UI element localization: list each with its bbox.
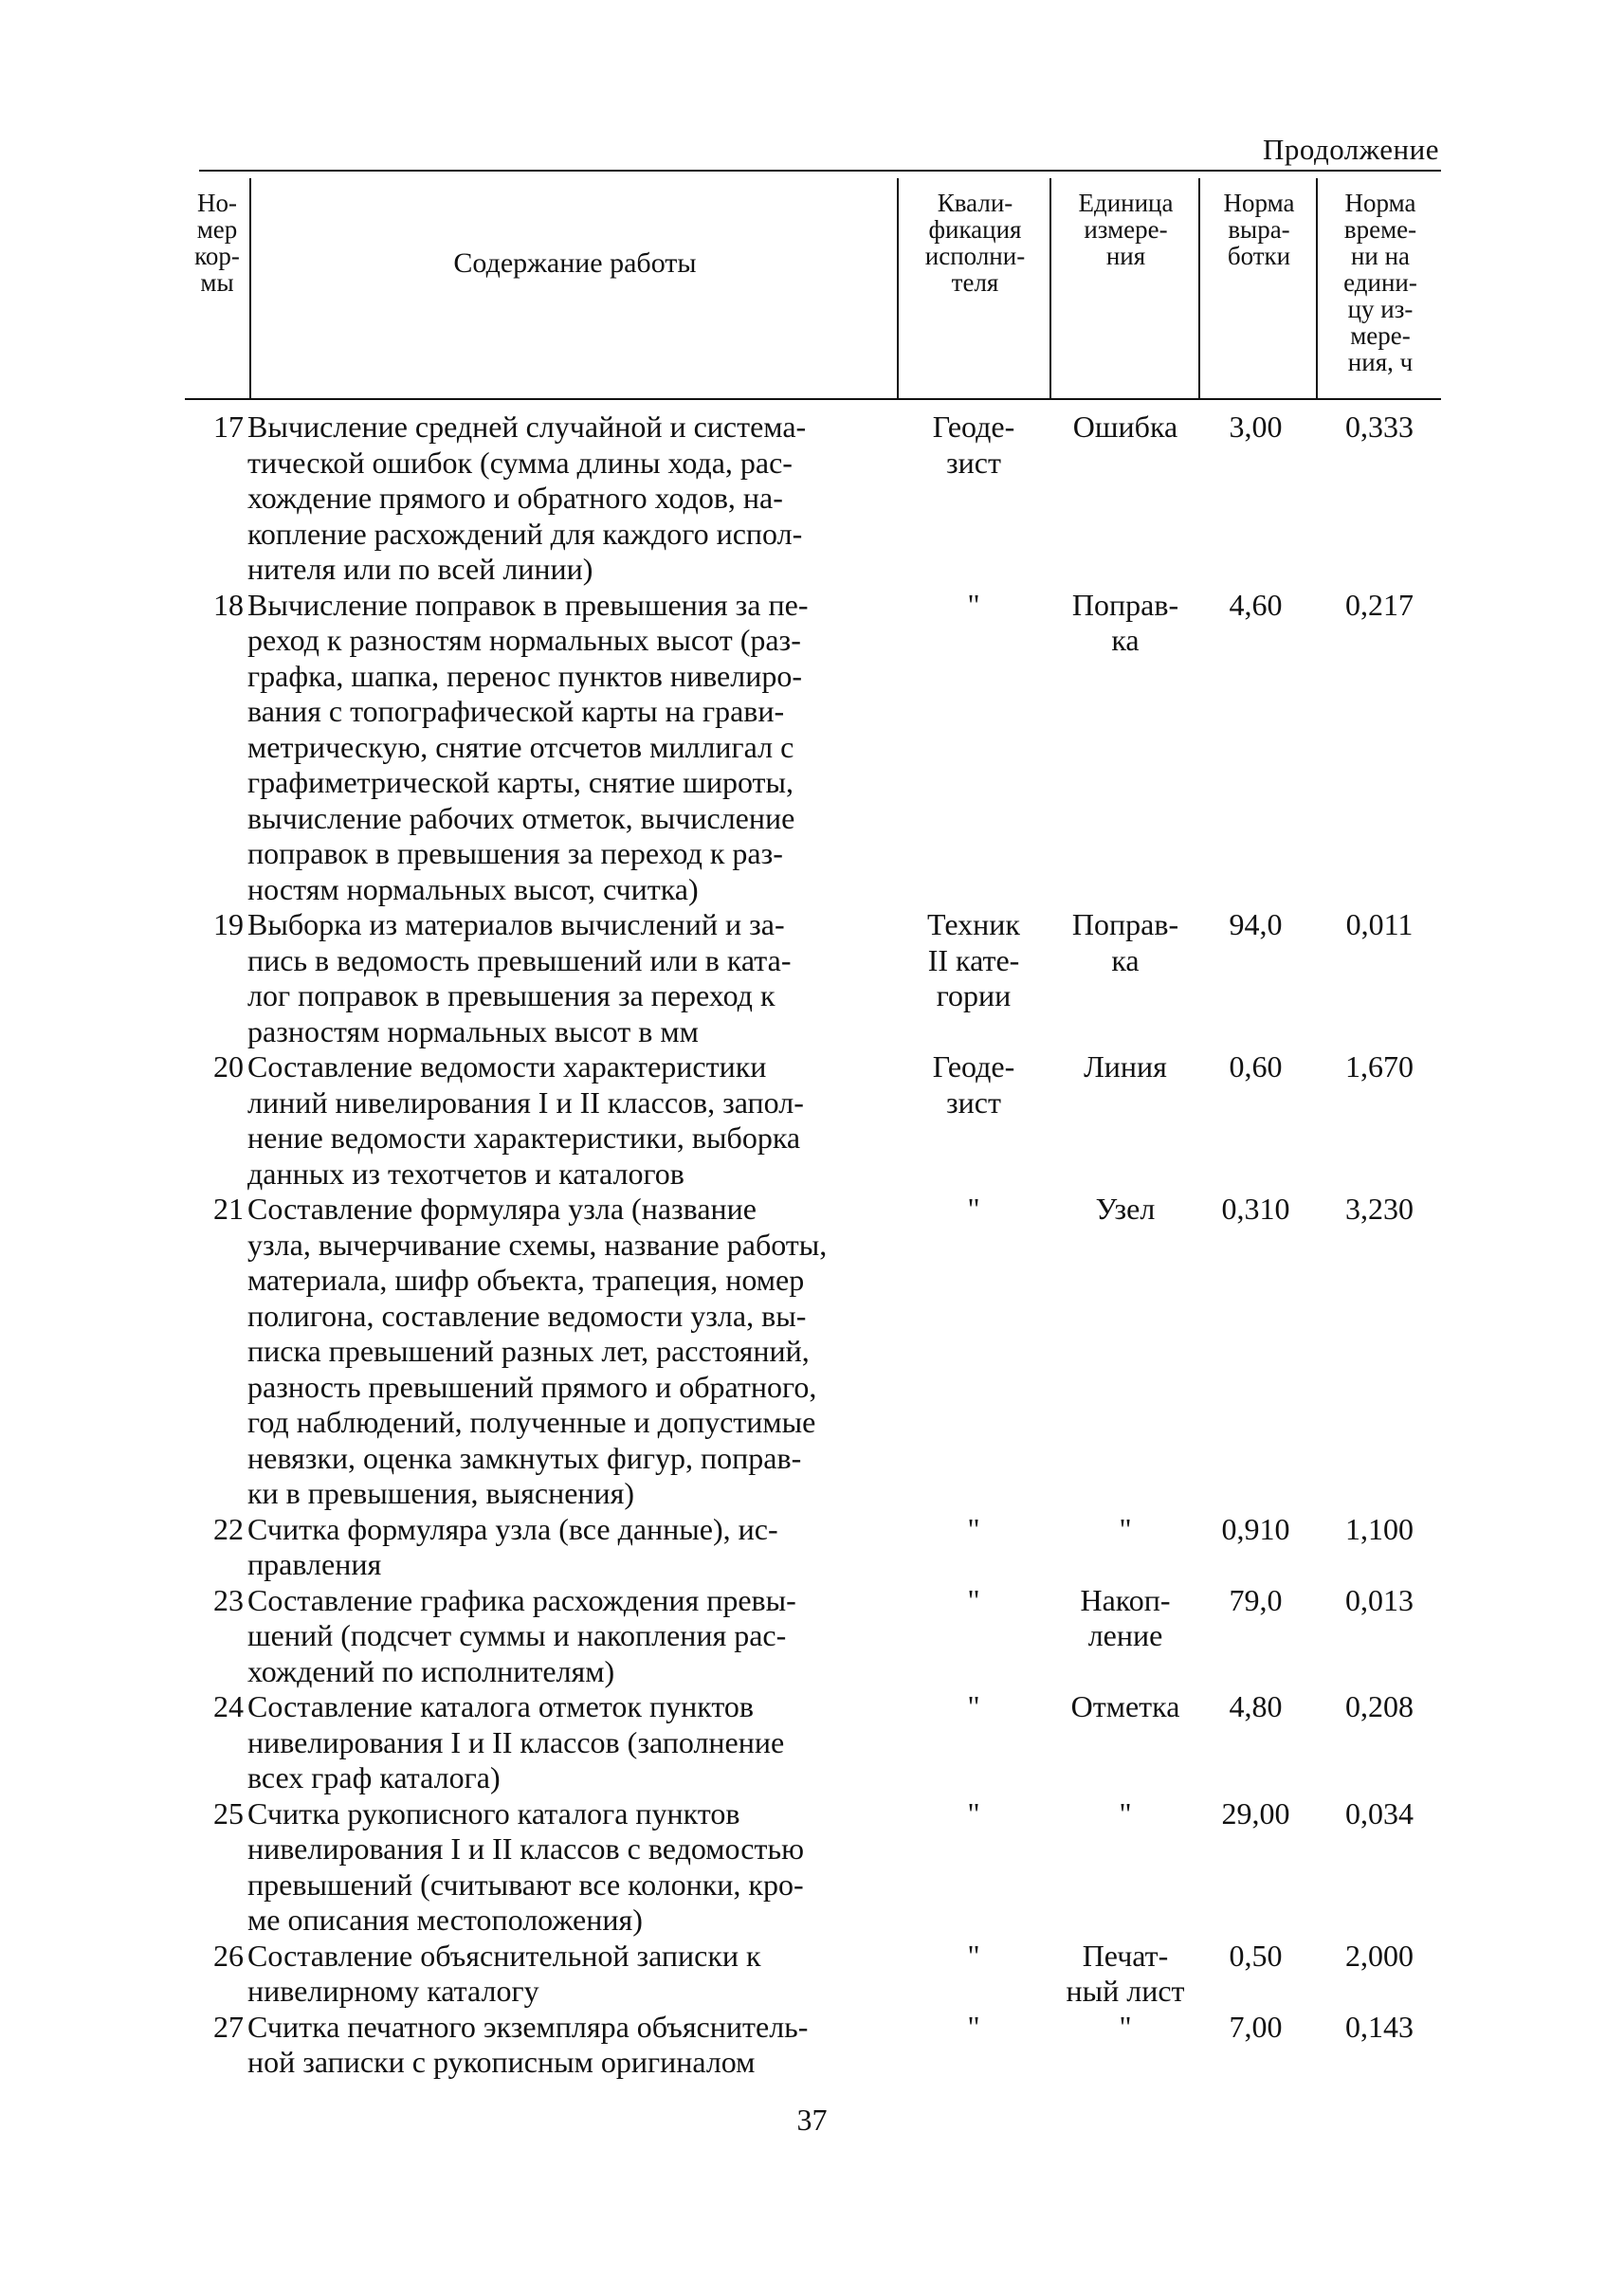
unit: Отметка (1070, 1689, 1180, 1723)
unit: Линия (1084, 1049, 1167, 1084)
table-row (185, 1796, 1441, 1939)
output-rate: 4,80 (1229, 1689, 1283, 1723)
header-number: Но- мер кор- мы (194, 189, 240, 297)
time-rate: 3,230 (1345, 1192, 1414, 1226)
table-row (185, 1512, 1441, 1583)
time-rate: 1,100 (1345, 1511, 1414, 1546)
norm-number: 26 (213, 1938, 244, 1973)
unit: " (1119, 2009, 1132, 2044)
qualification: " (967, 1795, 980, 1831)
work-content: Составление графика расхождения превы- шений (подсчет суммы и накопления рас- хождений по исполнителям) (247, 1582, 796, 1688)
unit: Поправ- ка (1071, 587, 1179, 657)
qualification: " (967, 1689, 980, 1723)
time-rate: 0,011 (1345, 907, 1414, 941)
work-content: Составление формуляра узла (название узла, вычерчивание схемы, название работы, материала, шифр объекта, трапеция, номер полигона, составление ведомости узла, вы- писка превышений разных лет, расстояний, разность превышений прямого и обратного, год наблюдений, полученные и допустимые невязки, оценка замкнутых фигур, поправ- ки в превышения, выяснения) (247, 1192, 828, 1510)
table-header (185, 178, 1441, 398)
continuation-label: Продолжение (1262, 133, 1439, 166)
unit: Накоп- ление (1080, 1582, 1171, 1652)
time-rate: 2,000 (1345, 1938, 1414, 1973)
output-rate: 29,00 (1221, 1795, 1290, 1831)
table-row (185, 1192, 1441, 1512)
norm-number: 17 (213, 410, 244, 444)
norm-number: 24 (213, 1689, 244, 1723)
norm-number: 23 (213, 1582, 244, 1617)
table-row (185, 588, 1441, 908)
work-content: Вычисление поправок в превышения за пе- реход к разностям нормальных высот (раз- графка, шапка, перенос пунктов нивелиро- вания с топографической карты на грави- метрическую, снятие отсчетов миллигал с графиметрической карты, снятие широты, вычисление рабочих отметок, вычисление поправок в превышения за переход к раз- ностям нормальных высот, считка) (247, 587, 809, 906)
output-rate: 3,00 (1229, 410, 1283, 444)
time-rate: 0,034 (1345, 1795, 1414, 1831)
time-rate: 0,143 (1345, 2009, 1414, 2044)
time-rate: 0,013 (1345, 1582, 1414, 1617)
table-row (185, 1939, 1441, 2010)
header-output-rate-cell (1198, 178, 1318, 398)
time-rate: 0,208 (1345, 1689, 1414, 1723)
norm-number: 21 (213, 1192, 244, 1226)
table-row (185, 1583, 1441, 1690)
qualification: " (967, 587, 980, 622)
output-rate: 0,50 (1229, 1938, 1283, 1973)
unit: " (1119, 1795, 1132, 1831)
work-content: Вычисление средней случайной и система- тической ошибок (сумма длины хода, рас- хождение прямого и обратного ходов, на- копление расхождений для каждого испол- нителя или по всей линии) (247, 410, 807, 586)
output-rate: 0,60 (1229, 1049, 1283, 1084)
table-row (185, 1049, 1441, 1192)
output-rate: 0,910 (1221, 1511, 1290, 1546)
work-content: Составление объяснительной записки к нивелирному каталогу (247, 1938, 761, 2008)
qualification: " (967, 1938, 980, 1973)
header-time-rate-cell (1316, 178, 1443, 398)
work-content: Считка рукописного каталога пунктов нивелирования I и II классов с ведомостью превышений (считывают все колонки, кро- ме описания местоположения) (247, 1795, 804, 1937)
qualification: Геоде- зист (932, 410, 1015, 480)
norm-number: 19 (213, 907, 244, 941)
header-output-rate: Норма выра- ботки (1223, 189, 1295, 270)
qualification: Геоде- зист (932, 1049, 1015, 1120)
header-qualification: Квали- фикация исполни- теля (924, 189, 1026, 297)
unit: Поправ- ка (1071, 907, 1179, 977)
page-number: 37 (796, 2103, 828, 2137)
header-bottom-rule (185, 398, 1441, 400)
table-row (185, 410, 1441, 588)
time-rate: 0,333 (1345, 410, 1414, 444)
header-time-rate: Норма време- ни на едини- цу из- мере- ния, ч (1343, 189, 1417, 376)
norm-number: 22 (213, 1511, 244, 1546)
work-content: Составление ведомости характеристики линий нивелирования I и II классов, запол- нение ведомости характеристики, выборка данных из техотчетов и каталогов (247, 1049, 804, 1191)
header-unit: Единица измере- ния (1078, 189, 1174, 270)
unit: Узел (1095, 1192, 1156, 1226)
header-number-cell (185, 178, 249, 398)
output-rate: 94,0 (1229, 907, 1283, 941)
norm-number: 25 (213, 1795, 244, 1831)
unit: Ошибка (1072, 410, 1178, 444)
unit: Печат- ный лист (1066, 1938, 1185, 2008)
work-content: Считка формуляра узла (все данные), ис- правления (247, 1511, 778, 1581)
norm-number: 20 (213, 1049, 244, 1084)
output-rate: 7,00 (1229, 2009, 1283, 2044)
work-content: Составление каталога отметок пунктов нивелирования I и II классов (заполнение всех граф каталога) (247, 1689, 785, 1794)
work-content: Считка печатного экземпляра объяснитель- ной записки с рукописным оригиналом (247, 2009, 809, 2079)
header-content: Содержание работы (453, 247, 697, 279)
qualification: " (967, 1192, 980, 1226)
qualification: " (967, 2009, 980, 2044)
header-content-cell (249, 178, 899, 398)
time-rate: 0,217 (1345, 587, 1414, 622)
header-unit-cell (1049, 178, 1200, 398)
table-row (185, 1689, 1441, 1796)
time-rate: 1,670 (1345, 1049, 1414, 1084)
output-rate: 4,60 (1229, 587, 1283, 622)
header-qualification-cell (897, 178, 1051, 398)
qualification: " (967, 1582, 980, 1617)
norm-number: 27 (213, 2009, 244, 2044)
table-row (185, 907, 1441, 1049)
unit: " (1119, 1511, 1132, 1546)
output-rate: 79,0 (1229, 1582, 1283, 1617)
table-top-rule (199, 170, 1441, 172)
qualification: Техник II кате- гории (927, 907, 1020, 1012)
table-row (185, 2010, 1441, 2081)
qualification: " (967, 1511, 980, 1546)
output-rate: 0,310 (1221, 1192, 1290, 1226)
norm-number: 18 (213, 587, 244, 622)
table-body (185, 410, 1441, 2081)
work-content: Выборка из материалов вычислений и за- пись в ведомость превышений или в ката- лог поправок в превышения за переход к разностям нормальных высот в мм (247, 907, 792, 1048)
